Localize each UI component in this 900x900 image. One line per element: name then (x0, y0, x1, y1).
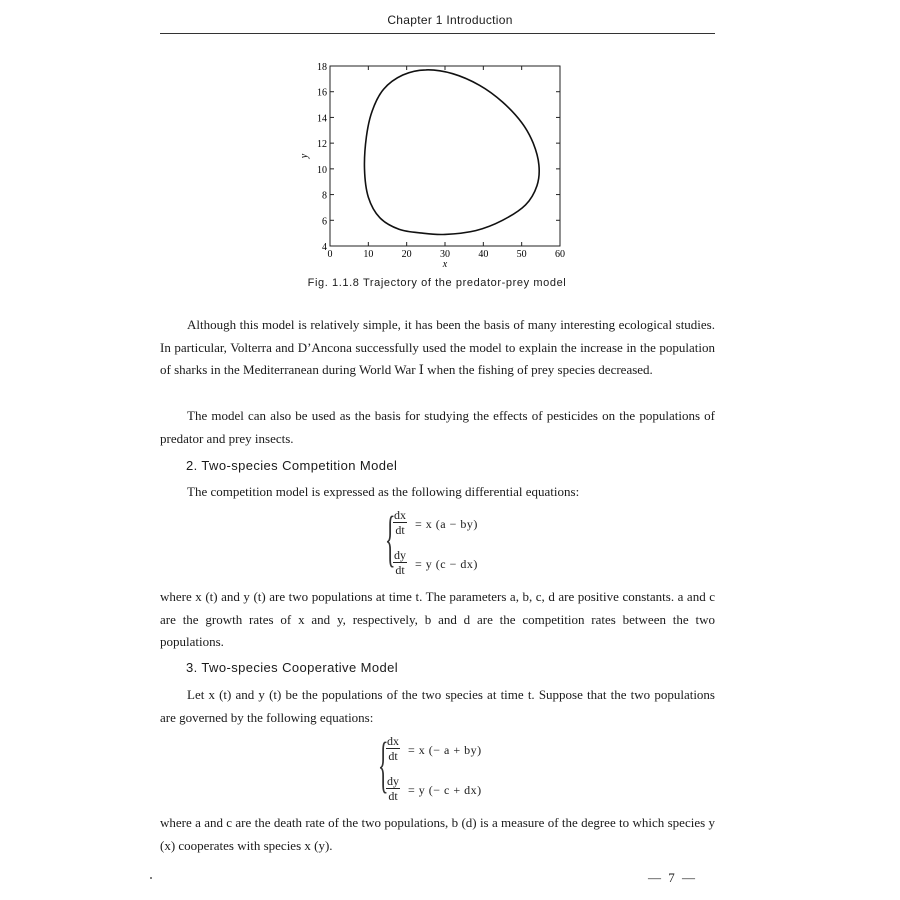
fraction-dy-dt (393, 548, 407, 577)
figure-caption: Fig. 1.1.8 Trajectory of the predator-prey model (307, 277, 567, 289)
fraction-numerator: dx (387, 734, 399, 748)
fraction-denominator: dt (395, 563, 405, 577)
header-rule (160, 33, 715, 34)
x-tick-label: 60 (555, 249, 565, 260)
equation-cooperative (378, 731, 528, 810)
y-tick-label: 16 (317, 87, 327, 99)
y-tick-label: 12 (317, 139, 327, 151)
fraction-numerator: dy (387, 774, 399, 788)
paragraph-5: Let x (t) and y (t) be the populations of the two species at time t. Suppose that the two populations are governed by the following equations: (160, 687, 715, 725)
fraction-dy-dt (386, 774, 400, 803)
trajectory-chart (290, 56, 580, 274)
paragraph-6: where a and c are the death rate of the two populations, b (d) is a measure of the degree to which species y (x) cooperates with species x (y). (160, 815, 715, 853)
page-number: — 7 — (648, 870, 697, 885)
equation-rhs-1: = x (a − by) (415, 517, 478, 531)
y-tick-label: 6 (322, 216, 327, 228)
page-mark (150, 877, 152, 879)
paragraph-3: The competition model is expressed as the following differential equations: (187, 484, 580, 499)
equation-rhs-2: = y (− c + dx) (408, 783, 482, 797)
equation-competition (385, 505, 525, 584)
trajectory-line (364, 70, 539, 235)
y-tick-label: 18 (317, 62, 327, 73)
x-axis-label: x (442, 259, 448, 270)
x-tick-label: 50 (516, 249, 527, 260)
paragraph-1: Although this model is relatively simple, it has been the basis of many interesting ecological studies. In particular, Volterra and D’Ancona successfully used the model to explain the increase in the population of sharks in the Mediterranean during World War Ⅰ when the fishing of prey species decreased. (160, 317, 715, 377)
y-tick-label: 14 (317, 113, 327, 125)
y-axis-label: y (299, 153, 310, 159)
equation-brace: { (378, 731, 389, 799)
fraction-dx-dt (386, 734, 400, 763)
paragraph-4: where x (t) and y (t) are two populations at time t. The parameters a, b, c, d are positive constants. a and c are the growth rates of x and y, respectively, b and d are the competition rates between the two populations. (160, 589, 715, 649)
section-heading-cooperative: 3. Two-species Cooperative Model (186, 660, 398, 675)
equation-brace: { (385, 505, 396, 573)
y-tick-label: 4 (322, 242, 327, 253)
section-heading-competition: 2. Two-species Competition Model (186, 458, 398, 473)
fraction-denominator: dt (388, 749, 398, 763)
fraction-denominator: dt (395, 523, 405, 537)
fraction-dx-dt (393, 508, 407, 537)
x-tick-label: 0 (327, 249, 333, 260)
y-tick-label: 8 (322, 190, 327, 202)
equation-rhs-2: = y (c − dx) (415, 557, 478, 571)
x-tick-label: 20 (401, 249, 412, 260)
equation-rhs-1: = x (− a + by) (408, 743, 482, 757)
x-tick-label: 40 (478, 249, 489, 260)
running-head: Chapter 1 Introduction (387, 13, 513, 27)
fraction-numerator: dx (394, 508, 406, 522)
x-tick-label: 10 (363, 249, 374, 260)
fraction-numerator: dy (394, 548, 406, 562)
paragraph-2: The model can also be used as the basis for studying the effects of pesticides on the populations of predator and prey insects. (160, 408, 715, 446)
fraction-denominator: dt (388, 789, 398, 803)
x-tick-label: 30 (440, 249, 450, 260)
y-tick-label: 10 (317, 164, 327, 176)
